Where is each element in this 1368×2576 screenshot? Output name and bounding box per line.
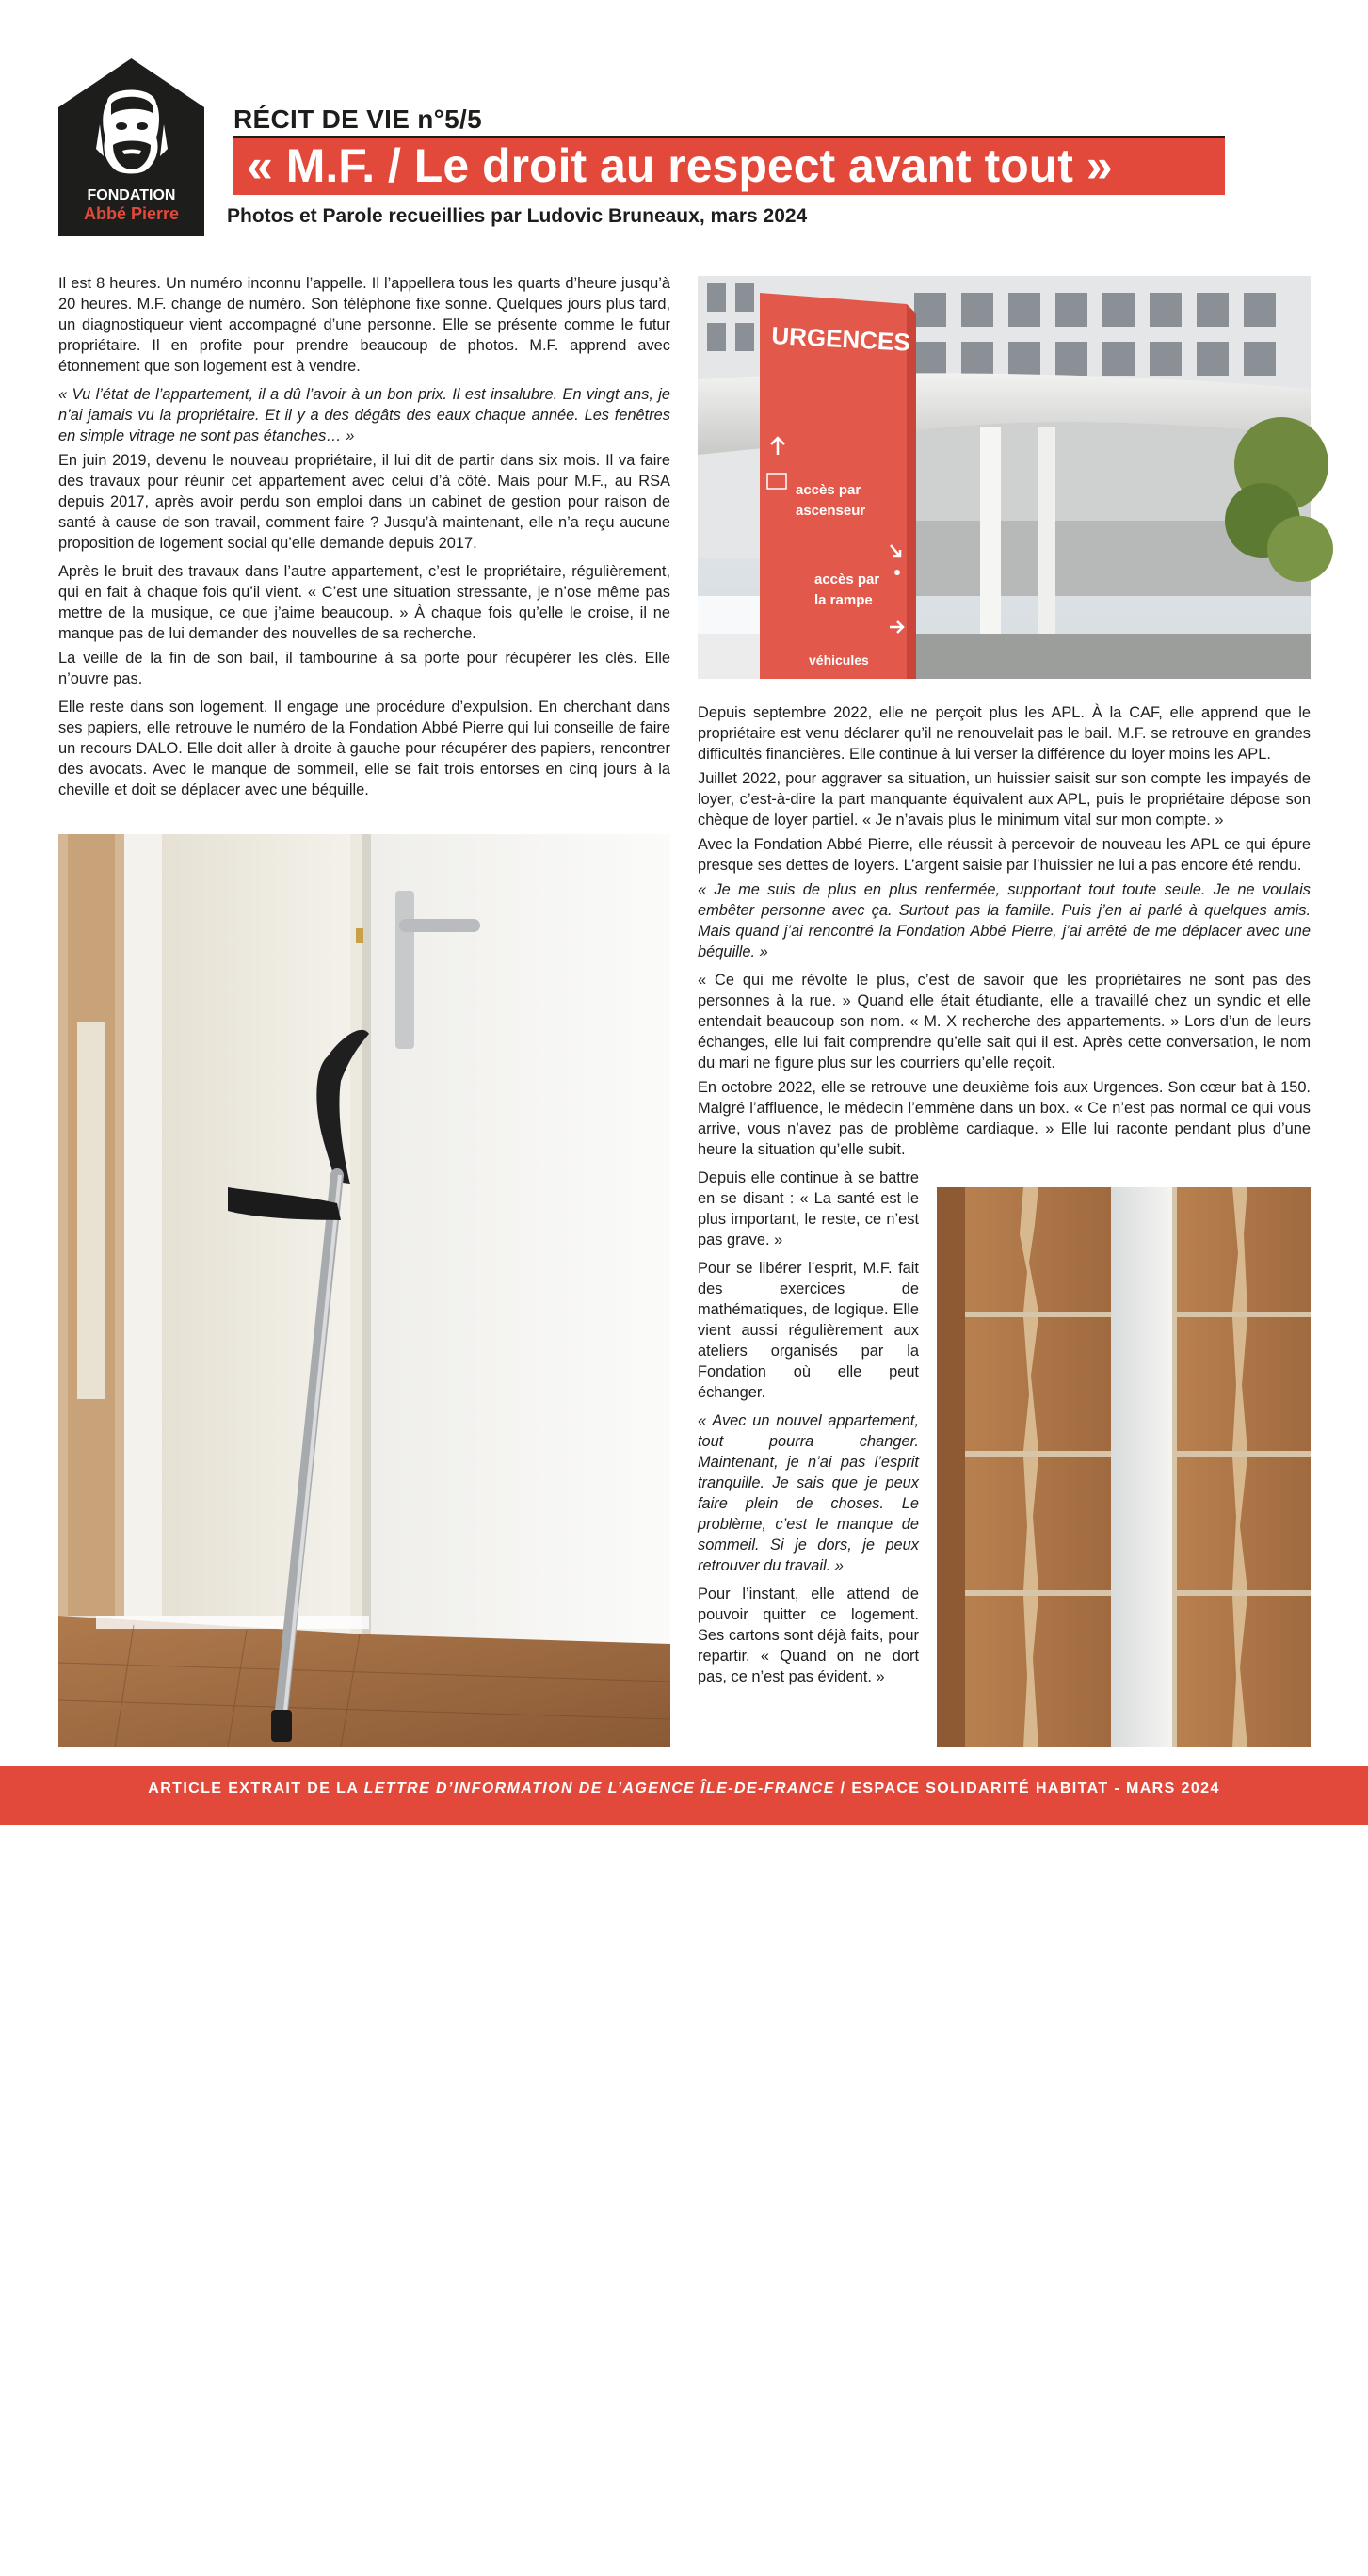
paragraph: « Ce qui me révolte le plus, c’est de savoir que les propriétaires ne sont pas des personnes à la rue. » Quand elle était étudiante, elle a travaillé chez un syndic et elle entendait beaucoup son nom. « M. X recherche des appartements. » Lors d’un de leurs échanges, elle lui fait comprendre qu’elle sait qui il est. Après cette conversation, le nom du mari ne figure plus sur les courriers qu’elle reçoit. [698,972,1311,1071]
footer-part3: / ESPACE SOLIDARITÉ HABITAT - MARS 2024 [834,1780,1220,1796]
quote-paragraph: « Je me suis de plus en plus renfermée, supportant tout toute seule. Je ne voulais embêter personne avec ça. Surtout pas la famille. Puis j’en ai parlé à quelques amis. Mais quand j’ai rencontré la Fondation Abbé Pierre, j’ai arrêté de me déplacer avec une béquille. » [698,881,1311,960]
paragraph: Depuis elle continue à se battre en se disant : « La santé est le plus important, le reste, ce n’est pas grave. » [698,1169,919,1248]
pedestrian-icon [894,570,900,575]
logo-line1: FONDATION [87,187,176,203]
byline: Photos et Parole recueillies par Ludovic Bruneaux, mars 2024 [227,205,808,227]
paragraph: En juin 2019, devenu le nouveau propriétaire, il lui dit de partir dans six mois. Il va faire des travaux pour réunir cet appartement avec celui d’à côté. Mais pour M.F., au RSA depuis 2017, après avoir perdu son emploi dans un cabinet de gestion pour raison de santé à cause de son travail, comment faire ? Jusqu’à maintenant, elle n’a reçu aucune proposition de logement social qu’elle demande depuis 2017. [58,452,670,552]
paragraph: Pour se libérer l’esprit, M.F. fait des exercices de mathématiques, de logique. Elle vient aussi régulièrement aux ateliers organisés par la Fondation où elle peut échanger. [698,1260,919,1401]
paragraph: Juillet 2022, pour aggraver sa situation, un huissier saisit sur son compte les impayés de loyer, c’est-à-dire la part manquante équivalent aux APL, puis le propriétaire dépose son chèque de loyer partiel. « Je n’avais plus le minimum vital sur mon compte. » [698,770,1311,829]
article-column-1 [58,273,670,808]
footer-part1: ARTICLE EXTRAIT DE LA [148,1780,364,1796]
paragraph: Avec la Fondation Abbé Pierre, elle réussit à percevoir de nouveau les APL ce qui épure presque ses dettes de loyers. L’argent saisie par l’huissier ne lui a pas encore été rendu. [698,836,1311,874]
article-column-3 [698,1167,919,1695]
sign-line1: accès par [796,482,861,498]
quote-paragraph: « Avec un nouvel appartement, tout pourra changer. Maintenant, je n’ai pas l’esprit tranquille. Je sais que je peux faire plein de choses. Le problème, c’est le manque de sommeil. Si je dors, je peux retrouver du travail. » [698,1412,919,1574]
footer-text [0,1778,1368,1800]
fondation-logo [58,58,204,236]
logo-line2: Abbé Pierre [83,204,180,223]
paragraph: Pour l’instant, elle attend de pouvoir quitter ce logement. Ses cartons sont déjà faits, pour repartir. « Quand on ne dort pas, ce n’est pas évident. » [698,1586,919,1685]
paragraph: Après le bruit des travaux dans l’autre appartement, c’est le propriétaire, régulièrement, qui en fait à chaque fois qu’il vient. « C’est une situation stressante, je n’ose même pas mettre de la musique, ce que j’aime beaucoup. » À chaque fois qu’elle le croise, il ne manque pas de lui demander des nouvelles de sa recherche. [58,563,670,642]
page-title: « M.F. / Le droit au respect avant tout » [247,139,1113,192]
quote-paragraph: « Vu l’état de l’appartement, il a dû l’avoir à un bon prix. Il est insalubre. En vingt ans, je n’ai jamais vu la propriétaire. Et il y a des dégâts des eaux chaque année. Les fenêtres en simple vitrage ne sont pas étanches… » [58,386,670,444]
photo-credit: ©Ludovic Bruneaux [115,2493,125,2576]
house-portrait-icon [58,58,204,236]
article-column-2 [698,702,1311,1167]
sign-line2: ascenseur [796,503,866,519]
footer-part2: LETTRE D’INFORMATION DE L’AGENCE ÎLE-DE-FRANCE [363,1780,835,1796]
sign-line5: véhicules [809,652,869,668]
sign-line3: accès par [814,572,880,588]
paragraph: Elle reste dans son logement. Il engage une procédure d’expulsion. En cherchant dans ses papiers, elle retrouve le numéro de la Fondation Abbé Pierre qui lui conseille de faire un recours DALO. Elle doit aller à droite à gauche pour récupérer des papiers, rencontrer des avocats. Avec le manque de sommeil, elle se fait trois entorses en cinq jours à la cheville et doit se déplacer avec une béquille. [58,699,670,798]
photo-urgences [698,276,1311,679]
sign-title: URGENCES [770,321,911,357]
paragraph: Il est 8 heures. Un numéro inconnu l’appelle. Il l’appellera tous les quarts d’heure jusqu’à 20 heures. M.F. change de numéro. Son téléphone fixe sonne. Quelques jours plus tard, un diagnostiqueur vient accompagné d’une personne. Elle se présente comme le futur propriétaire. Il en profite pour prendre beaucoup de photos. M.F. apprend avec étonnement que son logement est à vendre. [58,275,670,375]
photo-boxes [937,1187,1311,1747]
sign-line4: la rampe [814,592,873,608]
paragraph: Depuis septembre 2022, elle ne perçoit plus les APL. À la CAF, elle apprend que le propriétaire est venu déclarer qu’il ne renouvelait pas le bail. M.F. se retrouve en grandes difficultés financières. Elle continue à lui verser la différence du loyer moins les APL. [698,704,1311,763]
kicker: RÉCIT DE VIE n°5/5 [233,105,482,134]
paragraph: La veille de la fin de son bail, il tambourine à sa porte pour récupérer les clés. Elle n’ouvre pas. [58,650,670,687]
paragraph: En octobre 2022, elle se retrouve une deuxième fois aux Urgences. Son cœur bat à 150. Malgré l’affluence, le médecin l’emmène dans un box. « Ce n’est pas normal ce qui vous arrive, vous n’avez pas de problème cardiaque. » Elle lui raconte pendant plus d’une heure la situation qu’elle subit. [698,1079,1311,1158]
